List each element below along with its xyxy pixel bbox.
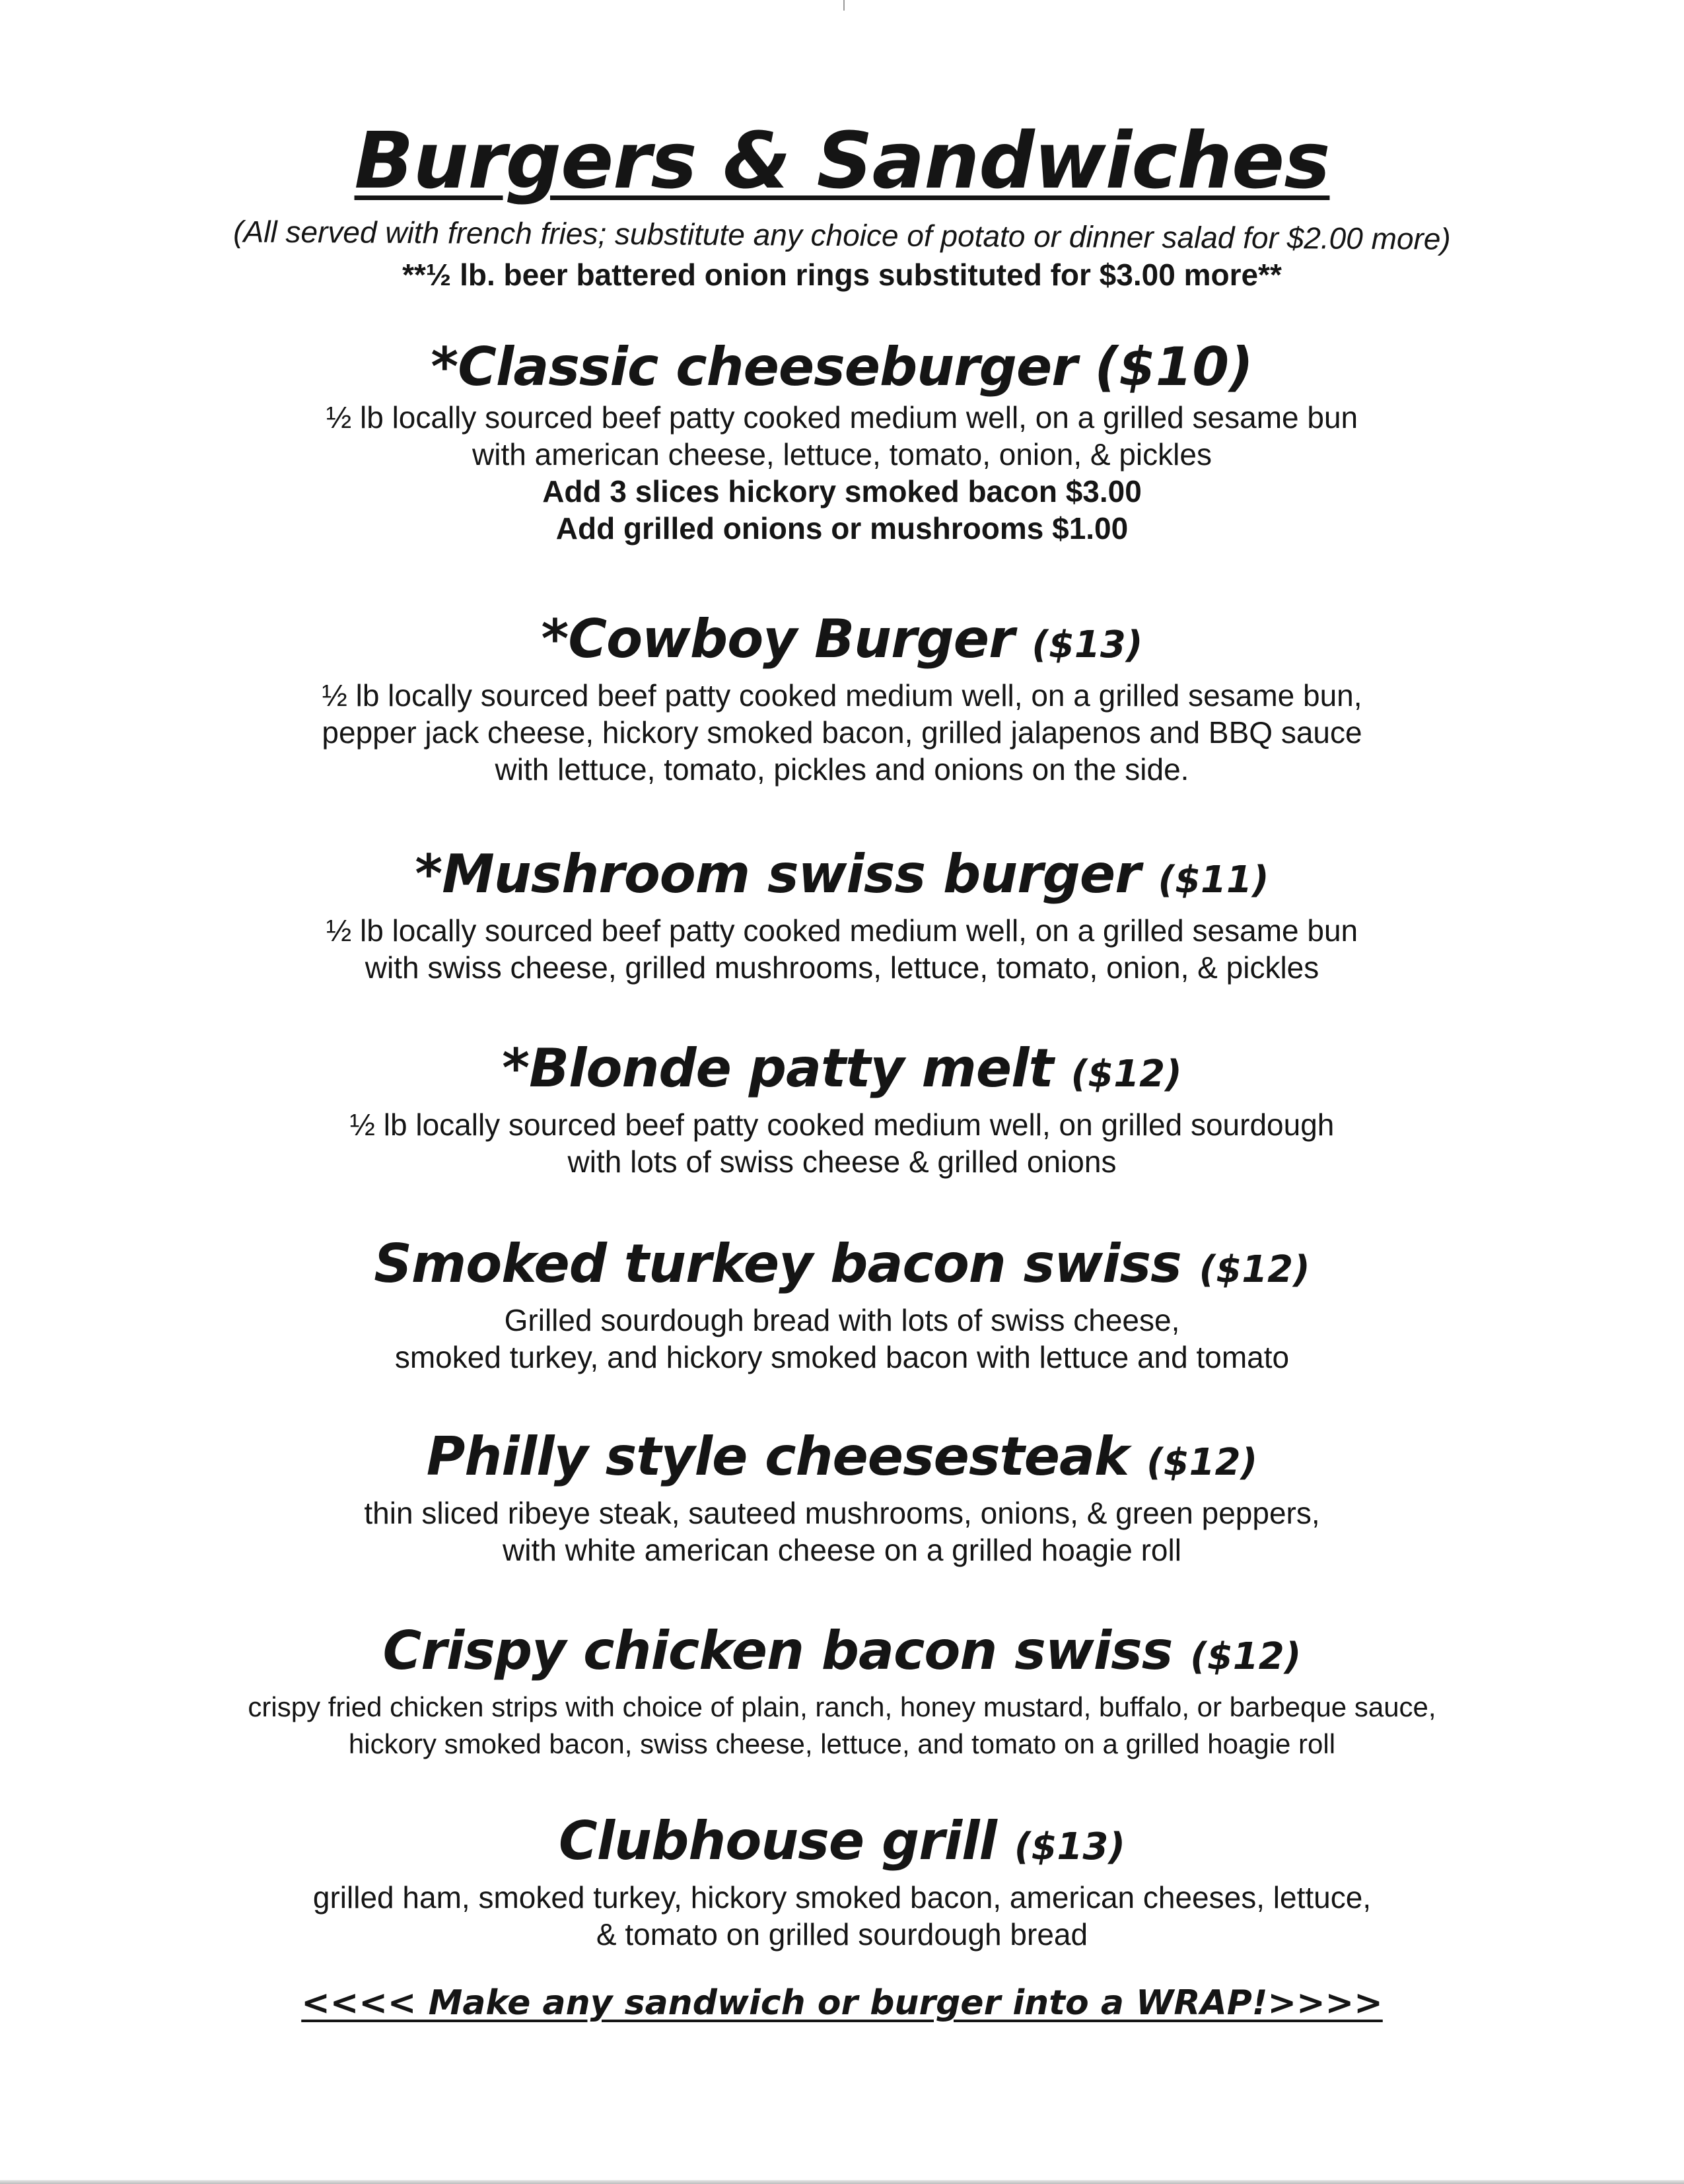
item-price: ($10) [1094, 336, 1253, 398]
onion-rings-note: **½ lb. beer battered onion rings substituted for $3.00 more** [402, 258, 1282, 292]
item-price: ($12) [1199, 1248, 1310, 1291]
menu-item-smoked-turkey-bacon-swiss [0, 1232, 1684, 1376]
item-price: ($11) [1158, 859, 1269, 901]
item-description-line: Grilled sourdough bread with lots of swiss cheese, [504, 1303, 1180, 1337]
item-description-line: thin sliced ribeye steak, sauteed mushrooms, onions, & green peppers, [364, 1496, 1320, 1530]
item-price: ($12) [1190, 1635, 1302, 1678]
menu-item-clubhouse-grill [0, 1810, 1684, 1953]
item-name: Philly style cheesesteak [426, 1426, 1129, 1487]
item-heading [0, 1037, 1684, 1106]
item-heading [0, 843, 1684, 912]
item-name: Clubhouse grill [559, 1810, 997, 1872]
item-description-line: & tomato on grilled sourdough bread [596, 1917, 1088, 1952]
item-name: *Cowboy Burger [541, 608, 1014, 670]
menu-item-philly-cheesesteak [0, 1425, 1684, 1568]
menu-item-blonde-patty-melt [0, 1037, 1684, 1180]
item-heading [0, 1425, 1684, 1495]
item-description-line: grilled ham, smoked turkey, hickory smoked bacon, american cheeses, lettuce, [312, 1880, 1372, 1915]
wrap-option-note: <<<< Make any sandwich or burger into a WRAP!>>>> [301, 1983, 1383, 2023]
item-price: ($13) [1032, 623, 1143, 666]
item-description-line: with lettuce, tomato, pickles and onions on the side. [495, 752, 1189, 787]
item-addon: Add grilled onions or mushrooms $1.00 [555, 511, 1129, 546]
item-description-line: with american cheese, lettuce, tomato, onion, & pickles [472, 437, 1212, 472]
item-heading [0, 1619, 1684, 1689]
item-description-line: with white american cheese on a grilled hoagie roll [503, 1533, 1181, 1567]
item-description-line: smoked turkey, and hickory smoked bacon with lettuce and tomato [394, 1340, 1290, 1374]
item-name: Smoked turkey bacon swiss [374, 1233, 1181, 1294]
item-description-line: ½ lb locally sourced beef patty cooked medium well, on a grilled sesame bun [326, 913, 1358, 948]
item-price: ($12) [1146, 1441, 1258, 1484]
sides-note: (All served with french fries; substitute any choice of potato or dinner salad for $2.00 more) [233, 214, 1451, 256]
item-description-line: crispy fried chicken strips with choice of plain, ranch, honey mustard, buffalo, or barbeque sauce, [248, 1691, 1436, 1722]
item-price: ($12) [1070, 1053, 1182, 1096]
scan-bottom-edge [0, 2180, 1684, 2184]
menu-item-crispy-chicken-bacon-swiss [0, 1619, 1684, 1763]
item-description-line: ½ lb locally sourced beef patty cooked medium well, on a grilled sesame bun [326, 400, 1358, 435]
item-heading [0, 1232, 1684, 1302]
item-description-line: hickory smoked bacon, swiss cheese, lettuce, and tomato on a grilled hoagie roll [348, 1728, 1336, 1759]
item-name: *Blonde patty melt [502, 1038, 1053, 1099]
item-description-line: pepper jack cheese, hickory smoked bacon, grilled jalapenos and BBQ sauce [322, 715, 1362, 750]
menu-item-cowboy-burger [0, 608, 1684, 788]
item-name: Crispy chicken bacon swiss [382, 1620, 1173, 1681]
item-heading [0, 1810, 1684, 1879]
item-heading [0, 335, 1684, 399]
menu-item-classic-cheeseburger [0, 335, 1684, 547]
item-price: ($13) [1014, 1825, 1125, 1868]
item-description-line: ½ lb locally sourced beef patty cooked medium well, on a grilled sesame bun, [322, 678, 1362, 713]
scan-mark [843, 0, 845, 11]
menu-item-mushroom-swiss-burger [0, 843, 1684, 986]
item-addon: Add 3 slices hickory smoked bacon $3.00 [542, 474, 1142, 509]
item-description-line: with swiss cheese, grilled mushrooms, lettuce, tomato, onion, & pickles [365, 950, 1319, 985]
item-name: *Mushroom swiss burger [415, 843, 1140, 905]
menu-title: Burgers & Sandwiches [354, 115, 1330, 206]
item-description-line: ½ lb locally sourced beef patty cooked medium well, on grilled sourdough [349, 1108, 1335, 1142]
item-description-line: with lots of swiss cheese & grilled onions [567, 1145, 1117, 1179]
item-name: *Classic cheeseburger [431, 336, 1077, 398]
item-heading [0, 608, 1684, 677]
